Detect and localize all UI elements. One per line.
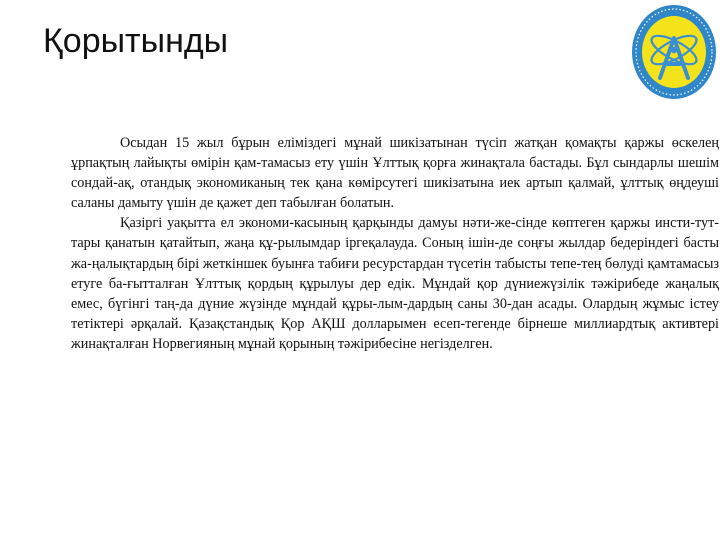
paragraph-1: Осыдан 15 жыл бұрын еліміздегі мұнай шикізатынан түсіп жатқан қомақты қаржы өскелең ұрпақтың лайықты өмірін қам-тамасыз ету үшін Ұлттық қорға жинақтала бастады. Бұл сындарлы шешім сондай-ақ, отандық экономиканың тек қана көмірсутегі шикізатына иек артып қалмай, ұлттық өңдеуші саланы дамыту үшін де қажет деп табылған болатын. [71, 135, 719, 212]
university-emblem-icon [630, 2, 718, 100]
slide-body [71, 133, 719, 354]
university-logo [630, 2, 718, 100]
logo-nucleus [671, 47, 677, 53]
slide-title: Қорытынды [43, 22, 229, 60]
paragraph-2: Қазіргі уақытта ел экономи-касының қарқынды дамуы нәти-же-сінде көптеген қаржы инсти-тут-тары қанатын қатайтып, жаңа құ-рылымдар іргеқалауда. Соның ішін-де соңғы жылдар бедеріндегі басты жа-ңалықтардың бірі жеткіншек буынға табиғи ресурстардан түсетін табысты тепе-тең бөлуді қамтамасыз етуге ба-ғытталған Ұлттық қордың құрылуы дер едік. Мұндай қор дүниежүзілік тәжірибеде жаңалық емес, бүгінгі таң-да дүние жүзінде мұндай құры-лым-дардың саны 30-дан асады. Олардың жұмыс істеу тетіктері әрқалай. Қазақстандық Қор АҚШ долларымен есеп-тегенде бірнеше миллиардтық активтері жинақталған Норвегияның мұнай қорының тәжірибесіне негізделген. [71, 215, 719, 352]
